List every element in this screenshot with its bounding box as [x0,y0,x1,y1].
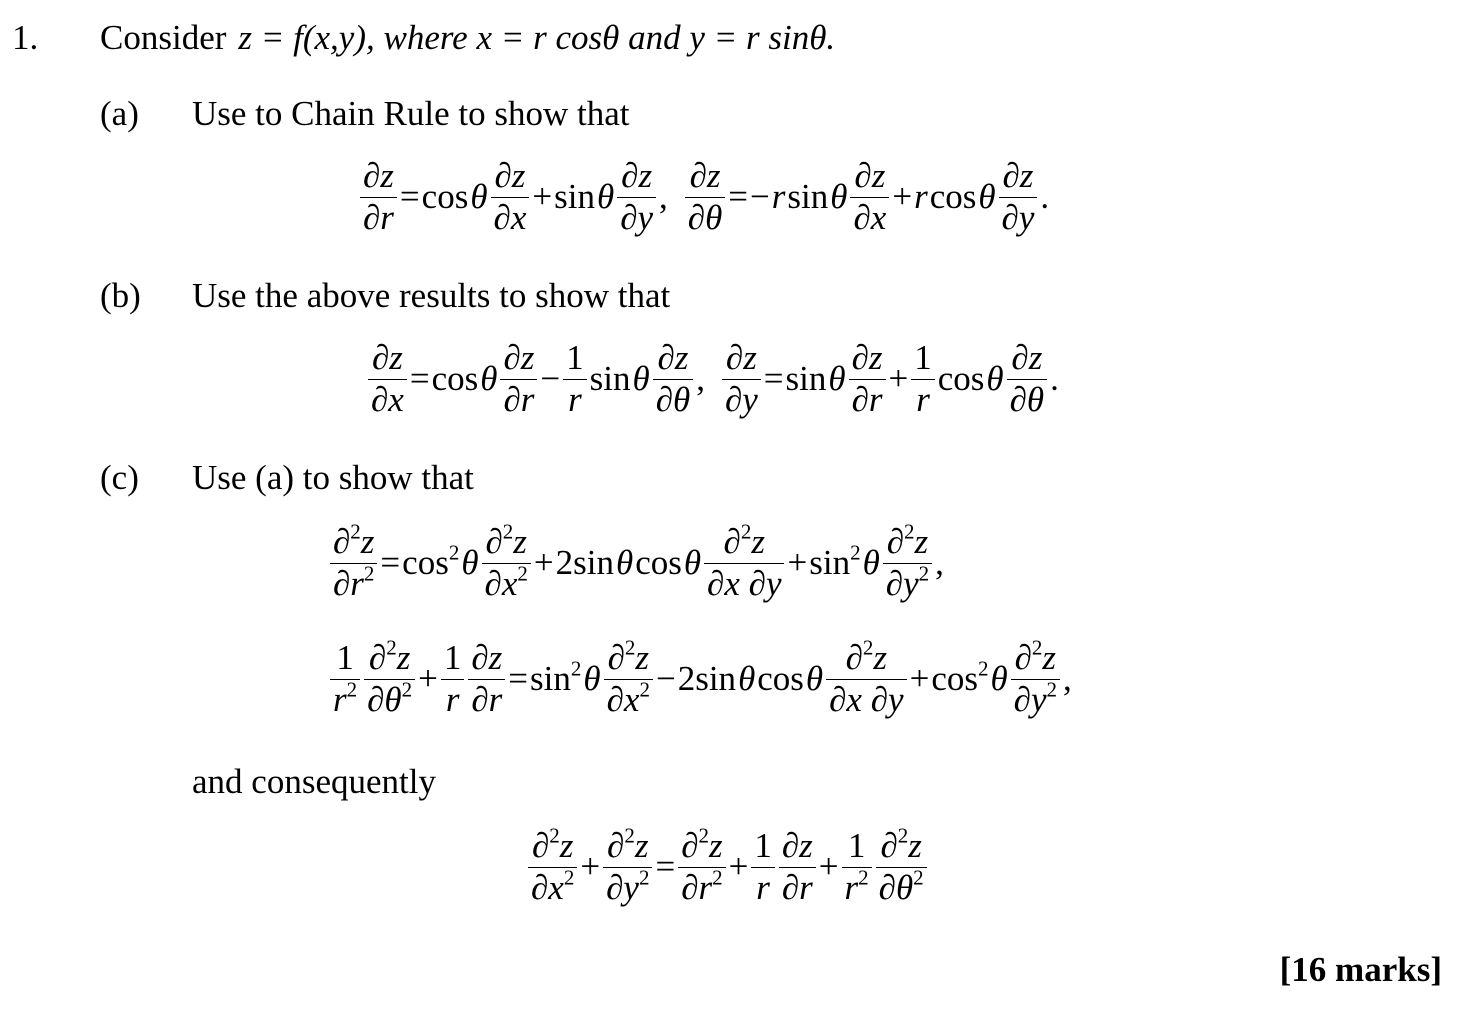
fraction: $\frac{1}{r}$ [911,340,935,419]
fraction: $\frac{\partial z}{\partial r}$ [849,340,886,419]
fraction: $\frac{\partial^2z}{\partial x^2}$ [482,524,531,603]
consequently-text: and consequently [192,762,436,801]
fraction: $\frac{\partial z}{\partial r}$ [360,158,397,237]
fraction: $\frac{\partial^2z}{\partial x \partial y}$ [704,524,784,603]
equation-b: $\frac{\partial z}{\partial x}$ = cos θ $\frac{\partial z}{\partial r}$ − $\frac{1}{r}$ sin θ $\frac{\partial z}{\partial\theta}$ , $\frac{\partial z}{\partial y}$ = sin θ $\frac{\partial z}{\partial r}$ + $\frac{1}{r}$ cos θ $\frac{\partial z}{\partial\theta}$ . [366,340,1060,419]
part-b-text: Use the above results to show that [192,276,671,315]
fraction: $\frac{\partial z}{\partial x}$ [491,158,530,237]
fraction: $\frac{\partial z}{\partial\theta}$ [653,340,694,419]
fraction: $\frac{\partial z}{\partial y}$ [722,340,761,419]
part-b-label: (b) [100,276,141,315]
fraction: $\frac{\partial^2z}{\partial x^2}$ [604,640,653,719]
fraction: $\frac{\partial^2z}{\partial y^2}$ [603,828,652,907]
fraction: $\frac{\partial z}{\partial r}$ [500,340,537,419]
fraction: $\frac{\partial z}{\partial r}$ [779,828,816,907]
fraction: $\frac{\partial^2z}{\partial x^2}$ [528,828,577,907]
fraction: $\frac{1}{r}$ [751,828,775,907]
fraction: $\frac{\partial z}{\partial\theta}$ [1007,340,1048,419]
equation-c1: $\frac{\partial^2z}{\partial r^2}$ = $\cos^2$ θ $\frac{\partial^2z}{\partial x^2}$ + 2sin θ cos θ $\frac{\partial^2z}{\partial x \partial y}$ + $\sin^2$ θ $\frac{\partial^2z}{\partial y^2}$ , [328,524,945,603]
part-a-label: (a) [100,94,139,133]
equation-final: $\frac{\partial^2z}{\partial x^2}$ + $\frac{\partial^2z}{\partial y^2}$ = $\frac{\partial^2z}{\partial r^2}$ + $\frac{1}{r}$ $\frac{\partial z}{\partial r}$ + $\frac{1}{r^2}$ $\frac{\partial^2z}{\partial\theta^2}$ [526,828,929,907]
fraction: $\frac{\partial z}{\partial y}$ [617,158,656,237]
fraction: $\frac{\partial^2z}{\partial x \partial y}$ [826,640,906,719]
fraction: $\frac{\partial z}{\partial r}$ [468,640,505,719]
fraction: $\frac{1}{r}$ [563,340,587,419]
intro-text: Consider [100,18,227,57]
fraction: $\frac{1}{r}$ [441,640,465,719]
fraction: $\frac{\partial z}{\partial\theta}$ [685,158,726,237]
equation-a: $\frac{\partial z}{\partial r}$ = cos θ $\frac{\partial z}{\partial x}$ + sin θ $\frac{\partial z}{\partial y}$ , $\frac{\partial z}{\partial\theta}$ = − r sin θ $\frac{\partial z}{\partial x}$ + r cos θ $\frac{\partial z}{\partial y}$ . [358,158,1050,237]
fraction: $\frac{\partial z}{\partial y}$ [999,158,1038,237]
part-c-text: Use (a) to show that [192,458,474,497]
fraction: $\frac{\partial^2z}{\partial y^2}$ [1011,640,1060,719]
fraction: $\frac{1}{r^2}$ [842,828,872,907]
fraction: $\frac{\partial^2z}{\partial r^2}$ [330,524,377,603]
part-a-text: Use to Chain Rule to show that [192,94,630,133]
question-intro [100,20,835,55]
question-number: 1. [12,18,39,57]
fraction: $\frac{\partial^2z}{\partial y^2}$ [883,524,932,603]
intro-math: z = f(x,y), where x = r cosθ and y = r sinθ. [238,18,836,57]
fraction: $\frac{1}{r^2}$ [330,640,360,719]
fraction: $\frac{\partial z}{\partial x}$ [368,340,407,419]
marks-label: [16 marks] [1279,950,1442,989]
fraction: $\frac{\partial z}{\partial x}$ [850,158,889,237]
fraction: $\frac{\partial^2z}{\partial\theta^2}$ [876,828,927,907]
fraction: $\frac{\partial^2z}{\partial r^2}$ [678,828,725,907]
equation-c2: $\frac{1}{r^2}$ $\frac{\partial^2z}{\partial\theta^2}$ + $\frac{1}{r}$ $\frac{\partial z}{\partial r}$ = $\sin^2$ θ $\frac{\partial^2z}{\partial x^2}$ − 2sin θ cos θ $\frac{\partial^2z}{\partial x \partial y}$ + $\cos^2$ θ $\frac{\partial^2z}{\partial y^2}$ , [328,640,1073,719]
fraction: $\frac{\partial^2z}{\partial\theta^2}$ [364,640,415,719]
part-c-label: (c) [100,458,139,497]
